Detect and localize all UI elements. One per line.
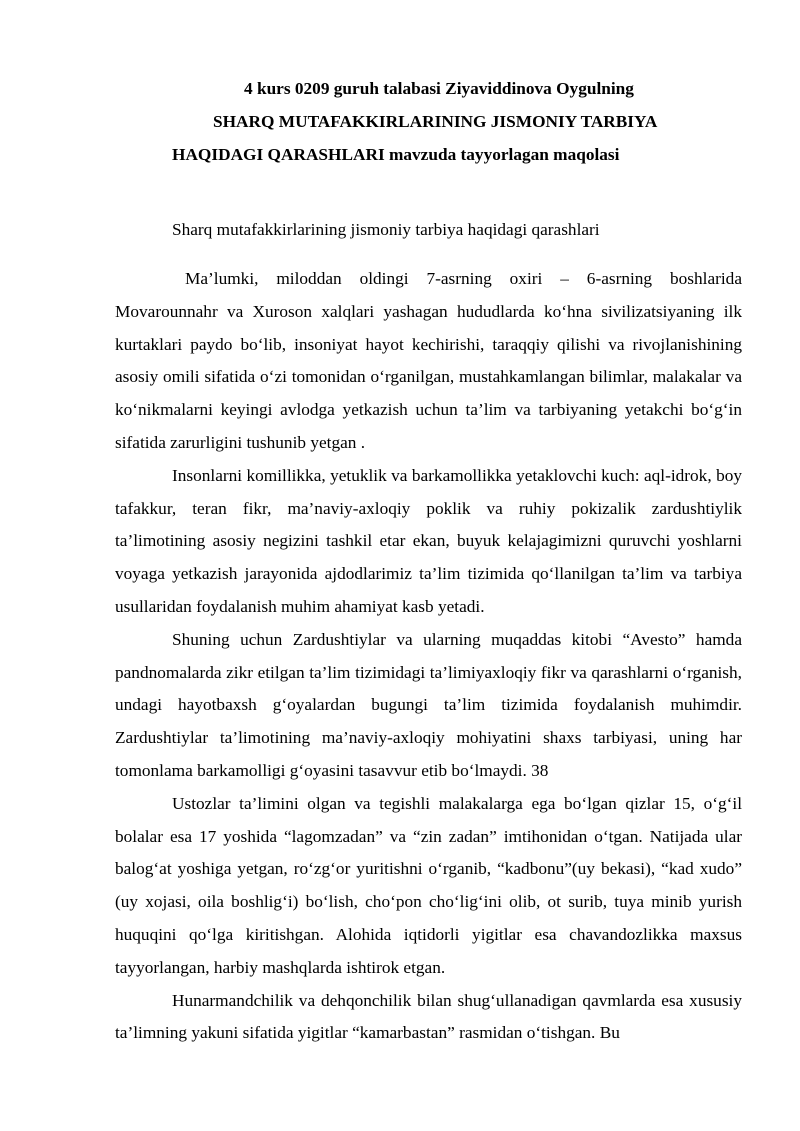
paragraph: Shuning uchun Zardushtiylar va ularning muqaddas kitobi “Avesto” hamda pandnomalarda zikr etilgan ta’lim tizimidagi ta’limiyaxloqiy fikr va qarashlarni o‘rganish, undagi hayotbaxsh g‘oyalardan bugungi ta’lim tizimida foydalanish muhimdir. Zardushtiylar ta’limotining ma’naviy-axloqiy mohiyatini shaxs tarbiyasi, uning har tomonlama barkamolligi g‘oyasini tasavvur etib bo‘lmaydi. 38 <box>115 629 742 780</box>
paragraph: Ma’lumki, miloddan oldingi 7-asrning oxiri – 6-asrning boshlarida Movarounnahr va Xuroson xalqlari yashagan hududlarda ko‘hna sivilizatsiyaning ilk kurtaklari paydo bo‘lib, insoniyat hayot kechirishi, taraqqiy qilishi va rivojlanishining asosiy omili sifatida o‘zi tomonidan o‘rganilgan, mustahkamlangan bilimlar, malakalar va ko‘nikmalarni keyingi avlodga yetkazish uchun ta’lim va tarbiyaning yetakchi bo‘g‘in sifatida zarurligini tushunib yetgan . <box>115 269 742 452</box>
title-line-topic-continued: HAQIDAGI QARASHLARI mavzuda tayyorlagan maqolasi <box>172 145 620 164</box>
paragraph: Insonlarni komillikka, yetuklik va barkamollikka yetaklovchi kuch: aql-idrok, boy tafakkur, teran fikr, ma’naviy-axloqiy poklik va ruhiy pokizalik zardushtiylik ta’limotining asosiy negizini tashkil etar ekan, buyuk kelajagimizni quruvchi yoshlarni voyaga yetkazish jarayonida ajdodlarimiz ta’lim tizimida qo‘llanilgan ta’lim va tarbiya usullaridan foydalanish muhim ahamiyat kasb yetadi. <box>115 465 742 616</box>
title-line-topic: SHARQ MUTAFAKKIRLARINING JISMONIY TARBIYA <box>213 112 658 131</box>
section-subtitle: Sharq mutafakkirlarining jismoniy tarbiya haqidagi qarashlari <box>172 220 600 239</box>
body-text <box>115 263 742 1050</box>
paragraph: Ustozlar ta’limini olgan va tegishli malakalarga ega bo‘lgan qizlar 15, o‘g‘il bolalar esa 17 yoshida “lagomzadan” va “zin zadan” imtihonidan o‘tgan. Natijada ular balog‘at yoshiga yetgan, ro‘zg‘or yuritishni o‘rganib, “kadbonu”(uy bekasi), “kad xudo” (uy xojasi, oila boshlig‘i) bo‘lish, cho‘pon cho‘lig‘ini olib, ot surib, tuya minib yurish huquqini qo‘lga kiritishgan. Alohida iqtidorli yigitlar esa chavandozlikka maxsus tayyorlangan, harbiy mashqlarda ishtirok etgan. <box>115 793 742 977</box>
title-line-author: 4 kurs 0209 guruh talabasi Ziyaviddinova Oygulning <box>244 79 634 98</box>
paragraph: Hunarmandchilik va dehqonchilik bilan shug‘ullanadigan qavmlarda esa xususiy ta’limning yakuni sifatida yigitlar “kamarbastan” rasmidan o‘tishgan. Bu <box>115 990 742 1043</box>
